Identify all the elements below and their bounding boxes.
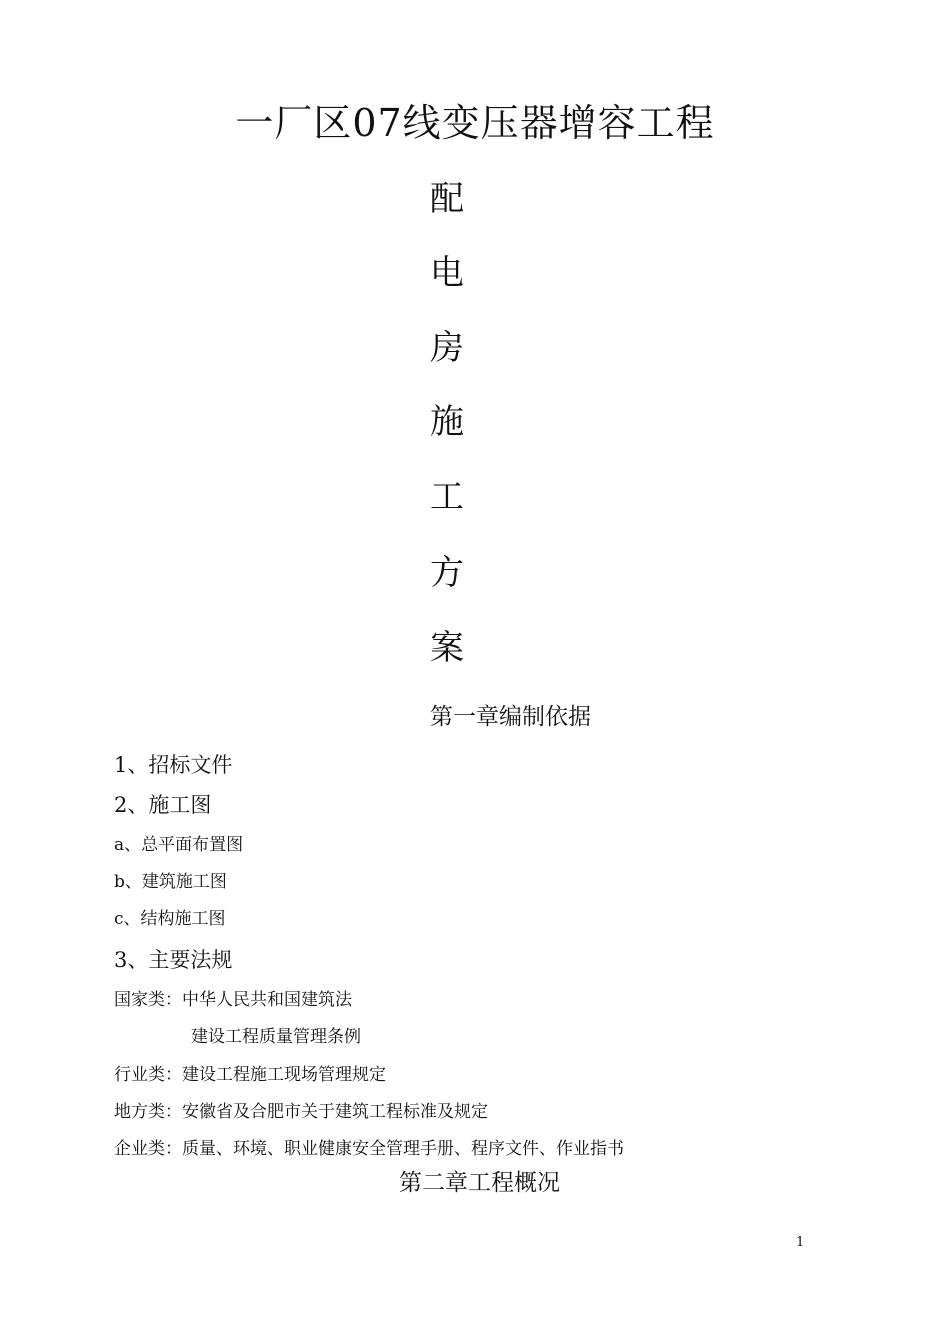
chapter-heading: 第一章编制依据 [430, 704, 591, 730]
document-title: 一厂区07线变压器增容工程 [235, 101, 715, 145]
vertical-title-char: 施 [430, 402, 464, 442]
vertical-title-char: 配 [430, 179, 464, 219]
section-heading: 3、主要法规 [114, 948, 233, 972]
vertical-title-char: 案 [430, 628, 464, 668]
chapter-heading: 第二章工程概况 [399, 1170, 560, 1196]
regulation-line: 国家类：中华人民共和国建筑法 [114, 990, 352, 1010]
page-number: 1 [796, 1235, 805, 1250]
regulation-line: 行业类：建设工程施工现场管理规定 [114, 1065, 386, 1085]
vertical-title-char: 工 [430, 477, 464, 517]
vertical-title-char: 电 [430, 253, 464, 293]
list-item: a、总平面布置图 [114, 835, 244, 855]
regulation-line: 企业类：质量、环境、职业健康安全管理手册、程序文件、作业指书 [114, 1139, 624, 1159]
section-heading: 1、招标文件 [114, 753, 233, 777]
regulation-line: 地方类：安徽省及合肥市关于建筑工程标准及规定 [114, 1102, 488, 1122]
vertical-title-char: 房 [430, 328, 464, 368]
list-item: b、建筑施工图 [114, 872, 227, 892]
regulation-line: 建设工程质量管理条例 [191, 1027, 361, 1047]
section-heading: 2、施工图 [114, 793, 212, 817]
list-item: c、结构施工图 [114, 909, 226, 929]
vertical-title-char: 方 [430, 553, 464, 593]
